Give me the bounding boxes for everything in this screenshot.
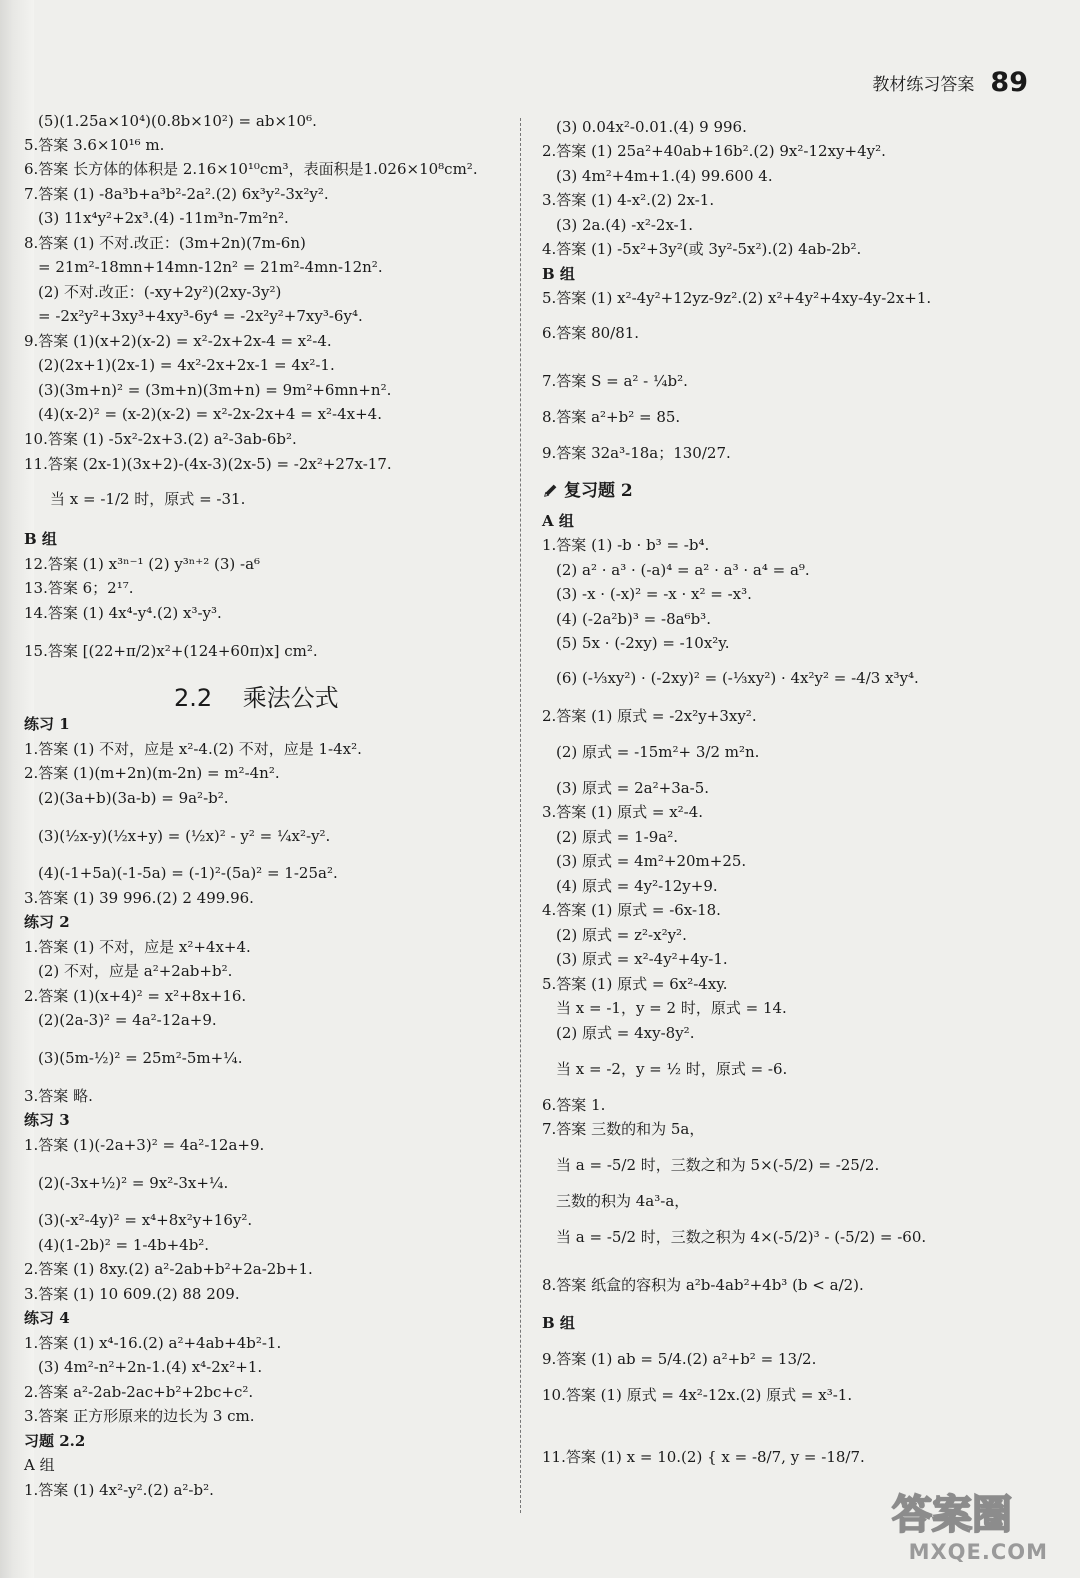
answer-line: 15.答案 [(22+π/2)x²+(124+60π)x] cm². <box>24 642 318 660</box>
answer-line: 2.答案 (1)(x+4)² = x²+8x+16. <box>24 987 247 1005</box>
answer-line: 8.答案 a²+b² = 85. <box>542 408 681 426</box>
group-heading: 练习 4 <box>24 1309 70 1327</box>
group-heading: 练习 1 <box>24 715 70 733</box>
answer-line: (5)(1.25a×10⁴)(0.8b×10²) = ab×10⁶. <box>38 112 317 130</box>
answer-line: 3.答案 (1) 原式 = x²-4. <box>542 803 704 821</box>
answer-line: (6) (-⅓xy²) · (-2xy)² = (-⅓xy²) · 4x²y² = -4/3 x³y⁴. <box>556 669 919 687</box>
answer-line: (4)(-1+5a)(-1-5a) = (-1)²-(5a)² = 1-25a². <box>38 864 338 882</box>
answer-line: (3) 原式 = x²-4y²+4y-1. <box>556 950 728 968</box>
answer-line: 13.答案 6；2¹⁷. <box>24 579 134 597</box>
answer-line: 2.答案 (1) 原式 = -2x²y+3xy². <box>542 707 757 725</box>
answer-line: 1.答案 (1) x⁴-16.(2) a²+4ab+4b²-1. <box>24 1334 282 1352</box>
answer-line: (3) 4m²+4m+1.(4) 99.600 4. <box>556 167 773 185</box>
answer-line: 8.答案 (1) 不对.改正：(3m+2n)(7m-6n) <box>24 234 306 252</box>
answer-line: (3) 4m²-n²+2n-1.(4) x⁴-2x²+1. <box>38 1358 263 1376</box>
answer-line: 1.答案 (1) 4x²-y².(2) a²-b². <box>24 1481 214 1499</box>
answer-line: 5.答案 (1) 原式 = 6x²-4xy. <box>542 975 728 993</box>
answer-line: (3) -x · (-x)² = -x · x² = -x³. <box>556 585 752 603</box>
answer-line: (3) 0.04x²-0.01.(4) 9 996. <box>556 118 747 136</box>
answer-line: 8.答案 纸盒的容积为 a²b-4ab²+4b³ (b < a/2). <box>542 1276 864 1294</box>
answer-line: (2)(-3x+½)² = 9x²-3x+¼. <box>38 1174 229 1192</box>
answer-line: 4.答案 (1) 原式 = -6x-18. <box>542 901 721 919</box>
answer-line: 6.答案 80/81. <box>542 324 640 342</box>
answer-line: 当 a = -5/2 时，三数之积为 4×(-5/2)³ - (-5/2) = -60. <box>556 1228 927 1246</box>
group-heading: B 组 <box>542 1314 575 1332</box>
section-title: 乘法公式 <box>242 684 339 712</box>
answer-line: 当 a = -5/2 时，三数之和为 5×(-5/2) = -25/2. <box>556 1156 880 1174</box>
answer-line: (3)(5m-½)² = 25m²-5m+¼. <box>38 1049 243 1067</box>
answer-line: (3) 原式 = 4m²+20m+25. <box>556 852 747 870</box>
answer-line: (5) 5x · (-2xy) = -10x²y. <box>556 634 730 652</box>
answer-line: (4)(1-2b)² = 1-4b+4b². <box>38 1236 210 1254</box>
review-title: 复习题 2 <box>564 481 633 501</box>
group-heading: B 组 <box>542 265 575 283</box>
answer-line: 6.答案 1. <box>542 1096 606 1114</box>
section-number: 2.2 <box>174 684 213 712</box>
answer-line: 当 x = -1/2 时，原式 = -31. <box>50 490 246 508</box>
answer-line: (2) 原式 = 1-9a². <box>556 828 678 846</box>
answer-line: (2) 不对，应是 a²+2ab+b². <box>38 962 233 980</box>
column-divider <box>520 118 521 1513</box>
answer-line: (4) (-2a²b)³ = -8a⁶b³. <box>556 610 711 628</box>
answer-line: 1.答案 (1)(-2a+3)² = 4a²-12a+9. <box>24 1136 265 1154</box>
group-heading: 习题 2.2 <box>24 1432 86 1450</box>
answer-line: (3) 11x⁴y²+2x³.(4) -11m³n-7m²n². <box>38 209 289 227</box>
watermark <box>866 1490 1066 1570</box>
group-heading: 练习 2 <box>24 913 70 931</box>
answer-line: 9.答案 32a³-18a；130/27. <box>542 444 731 462</box>
watermark-brand: 答案圈 <box>892 1492 1012 1538</box>
watermark-site: MXQE.COM <box>908 1540 1048 1564</box>
answer-line: (3)(-x²-4y)² = x⁴+8x²y+16y². <box>38 1211 253 1229</box>
answer-line: 2.答案 (1) 8xy.(2) a²-2ab+b²+2a-2b+1. <box>24 1260 313 1278</box>
answer-line: 2.答案 a²-2ab-2ac+b²+2bc+c². <box>24 1383 254 1401</box>
answer-line: (3) 2a.(4) -x²-2x-1. <box>556 216 694 234</box>
answer-line: 当 x = -2，y = ½ 时，原式 = -6. <box>556 1060 788 1078</box>
answer-line: 3.答案 (1) 39 996.(2) 2 499.96. <box>24 889 254 907</box>
answer-line: 3.答案 略. <box>24 1087 93 1105</box>
page-header <box>872 62 1028 102</box>
answer-line: (2) 原式 = 4xy-8y². <box>556 1024 695 1042</box>
answer-line: 9.答案 (1) ab = 5/4.(2) a²+b² = 13/2. <box>542 1350 817 1368</box>
answer-line: (2) 原式 = -15m²+ 3/2 m²n. <box>556 743 760 761</box>
answer-line: 3.答案 (1) 10 609.(2) 88 209. <box>24 1285 240 1303</box>
answer-line: = -2x²y²+3xy³+4xy³-6y⁴ = -2x²y²+7xy³-6y⁴. <box>38 307 363 325</box>
answer-line: (2) 不对.改正：(-xy+2y²)(2xy-3y²) <box>38 283 282 301</box>
answer-line: 11.答案 (2x-1)(3x+2)-(4x-3)(2x-5) = -2x²+27x-17. <box>24 455 392 473</box>
review-heading <box>542 480 633 502</box>
group-heading: 练习 3 <box>24 1111 70 1129</box>
answer-line: (4) 原式 = 4y²-12y+9. <box>556 877 718 895</box>
answer-line: 3.答案 正方形原来的边长为 3 cm. <box>24 1407 255 1425</box>
answer-line: 当 x = -1，y = 2 时，原式 = 14. <box>556 999 787 1017</box>
page-number: 89 <box>990 66 1028 98</box>
group-heading: A 组 <box>542 512 574 530</box>
pencil-icon <box>542 481 560 499</box>
answer-line: 5.答案 (1) x²-4y²+12yz-9z².(2) x²+4y²+4xy-4y-2x+1. <box>542 289 932 307</box>
answer-line: (3)(½x-y)(½x+y) = (½x)² - y² = ¼x²-y². <box>38 827 331 845</box>
answer-line: (2)(2x+1)(2x-1) = 4x²-2x+2x-1 = 4x²-1. <box>38 356 335 374</box>
answer-line: 9.答案 (1)(x+2)(x-2) = x²-2x+2x-4 = x²-4. <box>24 332 332 350</box>
answer-line: 5.答案 3.6×10¹⁶ m. <box>24 136 165 154</box>
answer-line: (2)(3a+b)(3a-b) = 9a²-b². <box>38 789 229 807</box>
group-heading: B 组 <box>24 530 57 548</box>
answer-line: 2.答案 (1)(m+2n)(m-2n) = m²-4n². <box>24 764 280 782</box>
answer-line: (3)(3m+n)² = (3m+n)(3m+n) = 9m²+6mn+n². <box>38 381 392 399</box>
answer-line: 1.答案 (1) 不对，应是 x²-4.(2) 不对，应是 1-4x². <box>24 740 362 758</box>
answer-line: (2)(2a-3)² = 4a²-12a+9. <box>38 1011 217 1029</box>
answer-line: 三数的积为 4a³-a， <box>556 1192 690 1210</box>
answer-line: 12.答案 (1) x³ⁿ⁻¹ (2) y³ⁿ⁺² (3) -a⁶ <box>24 555 261 573</box>
answer-line: 7.答案 三数的和为 5a， <box>542 1120 705 1138</box>
answer-line: 1.答案 (1) 不对，应是 x²+4x+4. <box>24 938 251 956</box>
answer-line: 14.答案 (1) 4x⁴-y⁴.(2) x³-y³. <box>24 604 222 622</box>
answer-line: 2.答案 (1) 25a²+40ab+16b².(2) 9x²-12xy+4y². <box>542 142 886 160</box>
answer-line: 1.答案 (1) -b · b³ = -b⁴. <box>542 536 710 554</box>
answer-line: 4.答案 (1) -5x²+3y²(或 3y²-5x²).(2) 4ab-2b². <box>542 240 862 258</box>
answer-line: 3.答案 (1) 4-x².(2) 2x-1. <box>542 191 715 209</box>
answer-line: (3) 原式 = 2a²+3a-5. <box>556 779 710 797</box>
answer-line: (4)(x-2)² = (x-2)(x-2) = x²-2x-2x+4 = x²-4x+4. <box>38 405 382 423</box>
answer-line: 10.答案 (1) -5x²-2x+3.(2) a²-3ab-6b². <box>24 430 297 448</box>
answer-line: 6.答案 长方体的体积是 2.16×10¹⁰cm³，表面积是1.026×10⁸cm². <box>24 160 478 178</box>
answer-line: 7.答案 (1) -8a³b+a³b²-2a².(2) 6x³y²-3x²y². <box>24 185 329 203</box>
answer-line: (2) a² · a³ · (-a)⁴ = a² · a³ · a⁴ = a⁹. <box>556 561 810 579</box>
answer-line: 11.答案 (1) x = 10.(2) { x = -8/7, y = -18/7. <box>542 1448 865 1466</box>
answer-line: = 21m²-18mn+14mn-12n² = 21m²-4mn-12n². <box>38 258 383 276</box>
answer-line: 10.答案 (1) 原式 = 4x²-12x.(2) 原式 = x³-1. <box>542 1386 853 1404</box>
header-title: 教材练习答案 <box>872 74 975 95</box>
answer-line: A 组 <box>24 1456 55 1474</box>
section-heading <box>174 678 339 713</box>
answer-line: 7.答案 S = a² - ¼b². <box>542 372 688 390</box>
answer-line: (2) 原式 = z²-x²y². <box>556 926 687 944</box>
